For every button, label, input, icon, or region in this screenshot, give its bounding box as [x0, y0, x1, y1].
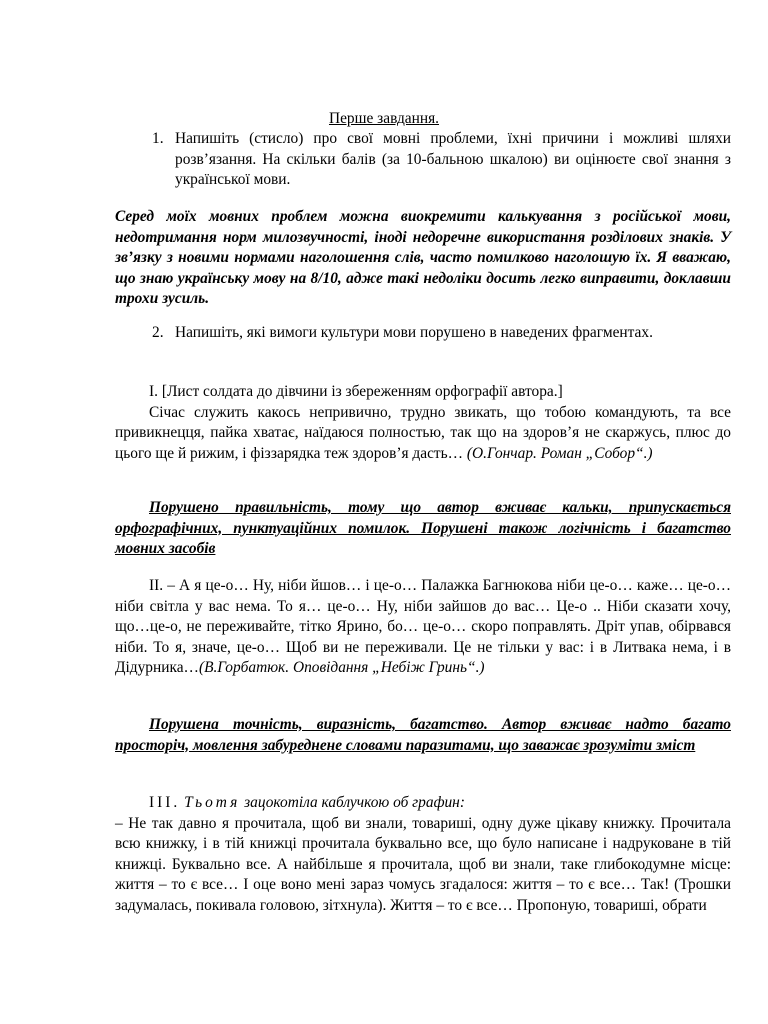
fragment-3-number: ІІІ.: [149, 794, 181, 811]
answer-1: Серед моїх мовних проблем можна виокремити калькування з російської мови, недотримання норм милозвучності, іноді недоречне використання розділових знаків. У зв’язку з новими нормами наголошення слів, часто помилково наголошую їх. Я вважаю, що знаю українську мову на 8/10, адже такі недоліки досить легко виправити, доклавши трохи зусиль.: [115, 208, 731, 307]
fragment-3-speaker: Тьотя: [184, 794, 241, 811]
fragment-1-text: Січас служить какось непривично, трудно звикать, що тобою командують, та все привикнецця, пайка хватає, наїдаюся полностью, так що на здоров’я не скаржусь, плюс до цього ще й рижим, і фіззарядка теж здоров’я дасть…: [115, 403, 731, 462]
answer-2: Порушено правильність, тому що автор вживає кальки, припускається орфографічних, пунктуаційних помилок. Порушені також логічність і багатство мовних засобів: [115, 499, 731, 557]
fragment-1-header: І. [Лист солдата до дівчини із збереженням орфографії автора.]: [149, 383, 563, 400]
fragment-3-action: зацокотіла каблучкою об графин:: [240, 794, 465, 811]
answer-3: Порушена точність, виразність, багатство. Автор вживає надто багато просторіч, мовлення забуреднене словами паразитами, що заважає зрозуміти зміст: [115, 716, 731, 754]
fragment-1-source: (О.Гончар. Роман „Собор“.): [466, 444, 653, 462]
fragment-3-text: – Не так давно я прочитала, щоб ви знали, товариші, одну дуже цікаву книжку. Прочитала всю книжку, і в тій книжці прочитала буквально все, що було написане і надруковане в тій книжці. Буквально все. А найбільше я прочитала, щоб ви знали, таке глибокодумне місце: життя – то є все… І оце воно мені зараз чомусь згадалося: життя – то є все… Так! (Трошки задумалась, покивала головою, зітхнула). Життя – то є все… Пропоную, товариші, обрати: [115, 814, 731, 914]
fragment-2-source: (В.Горбатюк. Оповідання „Небіж Гринь“.): [198, 659, 485, 676]
fragment-3-header: [115, 793, 731, 814]
fragment-3: [115, 793, 731, 916]
fragment-2-text: ІІ. – А я це-о… Ну, ніби йшов… і це-о… Палажка Багнюкова ніби це-о… каже… це-о…ніби світла у вас нема. То я… це-о… Ну, ніби зайшов до вас… Це-о .. Ніби сказати хочу, що…це-о, не переживайте, тітко Ярино, бо… це-о… скоро поправлять. Дріт упав, обірвався ніби. То я, значе, це-о… Щоб ви не переживали. Це не тільки у вас: і в Литвака нема, і в Дідурника…: [115, 577, 731, 676]
fragment-2: [115, 576, 731, 679]
fragment-1-body: [115, 403, 731, 465]
task-2-text: Напишіть, які вимоги культури мови порушено в наведених фрагментах.: [175, 324, 653, 341]
task-1-text: Напишіть (стисло) про свої мовні проблеми, їхні причини і можливі шляхи розв’язання. На скільки балів (за 10-бальною шкалою) ви оцінюєте свої знання з української мови.: [175, 130, 731, 188]
task-2: [152, 323, 731, 344]
task-1: [152, 129, 731, 191]
fragment-1: [115, 382, 731, 464]
task-2-number: 2.: [152, 324, 164, 341]
task-1-number: 1.: [152, 130, 164, 147]
page-title: Перше завдання.: [328, 110, 440, 127]
